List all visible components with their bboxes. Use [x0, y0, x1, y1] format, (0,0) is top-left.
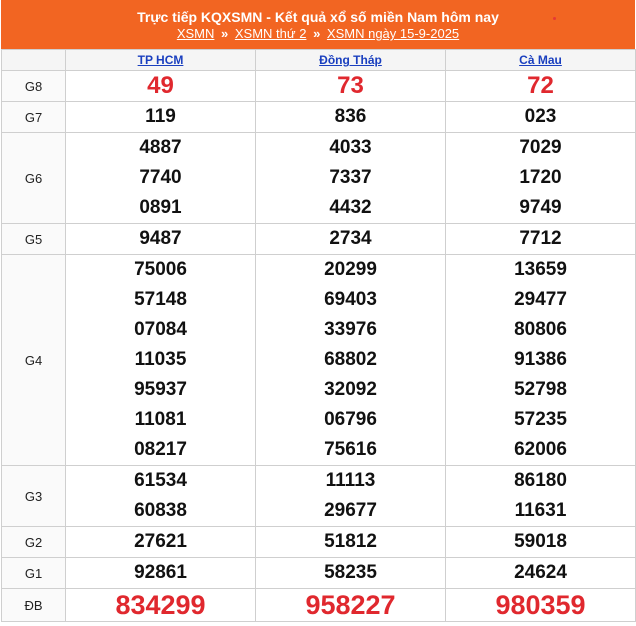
breadcrumb-xsmn-thu-2[interactable]: XSMN thứ 2 — [234, 26, 307, 41]
results-table — [1, 49, 636, 622]
prize-cell — [256, 133, 446, 224]
prize-number: 119 — [145, 106, 176, 127]
prize-number: 61534 — [134, 470, 187, 491]
prize-row — [2, 527, 636, 558]
results-panel — [1, 0, 635, 622]
prize-number: 59018 — [514, 531, 567, 552]
prize-number: 73 — [337, 72, 364, 99]
prize-label: G6 — [2, 133, 66, 224]
prize-row — [2, 589, 636, 622]
prize-number: 4033 — [329, 137, 372, 158]
prize-number: 06796 — [324, 409, 377, 430]
prize-cell — [66, 71, 256, 102]
prize-number: 7029 — [519, 137, 562, 158]
prize-cell — [446, 466, 636, 527]
prize-number: 24624 — [514, 562, 567, 583]
breadcrumb — [1, 26, 635, 42]
prize-number: 9749 — [519, 197, 562, 218]
prize-number: 11113 — [325, 470, 376, 491]
prize-label: G8 — [2, 71, 66, 102]
prize-number: 57148 — [134, 289, 187, 310]
prize-number: 95937 — [134, 379, 187, 400]
prize-number: 33976 — [324, 319, 377, 340]
prize-number: 20299 — [324, 259, 377, 280]
results-header — [1, 0, 635, 49]
breadcrumb-separator: » — [221, 26, 229, 41]
province-link-ca-mau[interactable]: Cà Mau — [519, 53, 562, 67]
prize-cell — [256, 527, 446, 558]
prize-number: 2734 — [329, 228, 372, 249]
breadcrumb-xsmn[interactable]: XSMN — [176, 26, 215, 41]
prize-number: 91386 — [514, 349, 567, 370]
prize-number: 11035 — [134, 349, 187, 370]
prize-number: 958227 — [305, 590, 396, 620]
prize-cell — [446, 133, 636, 224]
prize-number: 4432 — [329, 197, 372, 218]
prize-cell — [256, 466, 446, 527]
prize-cell — [446, 102, 636, 133]
prize-cell — [66, 133, 256, 224]
prize-number: 834299 — [115, 590, 206, 620]
prize-cell — [66, 589, 256, 622]
prize-number: 4887 — [139, 137, 182, 158]
prize-cell — [66, 466, 256, 527]
prize-cell — [446, 527, 636, 558]
prize-number: 75616 — [324, 439, 377, 460]
prize-cell — [446, 71, 636, 102]
prize-label: G5 — [2, 224, 66, 255]
prize-number: 92861 — [134, 562, 187, 583]
prize-number: 023 — [524, 106, 557, 127]
prize-number: 836 — [334, 106, 367, 127]
province-header-row — [2, 50, 636, 71]
prize-cell — [66, 255, 256, 466]
prize-number: 11081 — [134, 409, 187, 430]
prize-label: G3 — [2, 466, 66, 527]
breadcrumb-separator: » — [313, 26, 321, 41]
prize-number: 80806 — [514, 319, 567, 340]
prize-cell — [256, 255, 446, 466]
prize-number: 07084 — [134, 319, 187, 340]
prize-number: 0891 — [139, 197, 182, 218]
prize-cell — [256, 589, 446, 622]
prize-label: G4 — [2, 255, 66, 466]
prize-cell — [256, 102, 446, 133]
prize-number: 32092 — [324, 379, 377, 400]
prize-cell — [66, 224, 256, 255]
prize-number: 9487 — [139, 228, 182, 249]
column-header — [256, 50, 446, 71]
prize-number: 49 — [147, 72, 174, 99]
column-header — [66, 50, 256, 71]
prize-number: 72 — [527, 72, 554, 99]
prize-cell — [66, 558, 256, 589]
prize-number: 68802 — [324, 349, 377, 370]
header-blank-cell — [2, 50, 66, 71]
prize-number: 11631 — [514, 500, 567, 521]
breadcrumb-xsmn-date[interactable]: XSMN ngày 15-9-2025 — [326, 26, 460, 41]
prize-number: 7712 — [519, 228, 562, 249]
prize-number: 60838 — [134, 500, 187, 521]
prize-row — [2, 466, 636, 527]
prize-number: 1720 — [519, 167, 562, 188]
prize-row — [2, 255, 636, 466]
prize-label: G7 — [2, 102, 66, 133]
prize-row — [2, 71, 636, 102]
province-link-tp-hcm[interactable]: TP HCM — [137, 53, 184, 67]
prize-cell — [446, 255, 636, 466]
prize-number: 58235 — [324, 562, 377, 583]
prize-number: 86180 — [514, 470, 567, 491]
prize-row — [2, 224, 636, 255]
page-title: Trực tiếp KQXSMN - Kết quả xổ số miền Nam hôm nay — [137, 9, 499, 25]
prize-cell — [256, 558, 446, 589]
prize-cell — [446, 224, 636, 255]
prize-number: 69403 — [324, 289, 377, 310]
province-link-dong-thap[interactable]: Đồng Tháp — [319, 53, 382, 67]
prize-number: 08217 — [134, 439, 187, 460]
prize-cell — [446, 558, 636, 589]
prize-row — [2, 133, 636, 224]
prize-number: 7337 — [329, 167, 372, 188]
prize-number: 62006 — [514, 439, 567, 460]
prize-number: 7740 — [139, 167, 182, 188]
prize-number: 980359 — [495, 590, 586, 620]
prize-row — [2, 102, 636, 133]
prize-number: 51812 — [324, 531, 377, 552]
prize-cell — [66, 527, 256, 558]
prize-cell — [446, 589, 636, 622]
prize-label: G1 — [2, 558, 66, 589]
prize-cell — [256, 224, 446, 255]
prize-label: ĐB — [2, 589, 66, 622]
prize-row — [2, 558, 636, 589]
prize-number: 27621 — [134, 531, 187, 552]
prize-cell — [256, 71, 446, 102]
column-header — [446, 50, 636, 71]
prize-label: G2 — [2, 527, 66, 558]
prize-number: 57235 — [514, 409, 567, 430]
prize-number: 13659 — [514, 259, 567, 280]
prize-number: 75006 — [134, 259, 187, 280]
prize-number: 29477 — [514, 289, 567, 310]
prize-number: 29677 — [324, 500, 377, 521]
prize-cell — [66, 102, 256, 133]
prize-number: 52798 — [514, 379, 567, 400]
decorative-dot — [553, 17, 556, 20]
